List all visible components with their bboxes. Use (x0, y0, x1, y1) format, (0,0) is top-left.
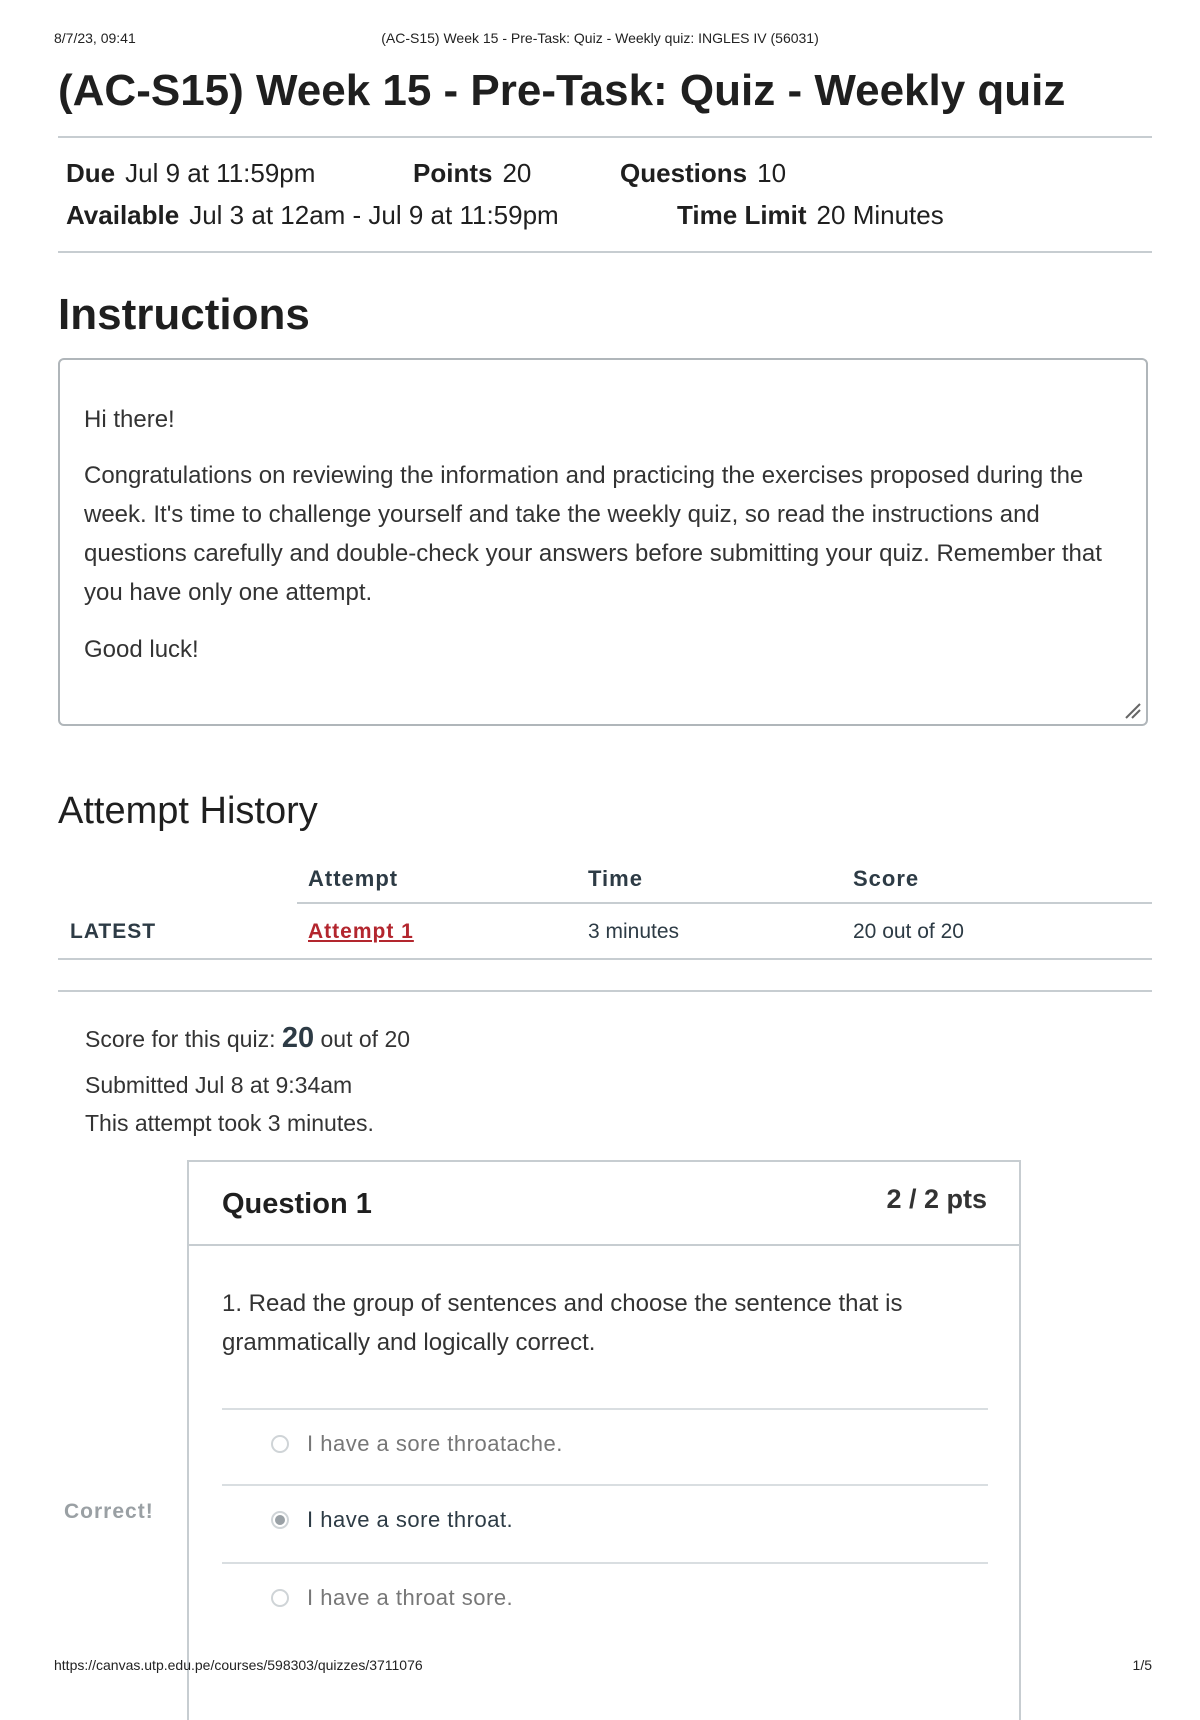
answer-option-selected[interactable] (271, 1505, 513, 1535)
correct-flag: Correct! (64, 1500, 154, 1523)
table-header-divider (297, 902, 1152, 904)
column-header-score: Score (853, 866, 920, 891)
instructions-body: Congratulations on reviewing the information and practicing the exercises proposed during the week. It's time to challenge yourself and take the weekly quiz, so read the instructions and questions carefully and double-check your answers before submitting your quiz. Remember that you have only one attempt. (84, 462, 1102, 606)
questions-label: Questions (620, 158, 748, 188)
print-url: https://canvas.utp.edu.pe/courses/598303/quizzes/3711076 (54, 1657, 423, 1673)
attempt-score: 20 out of 20 (853, 920, 964, 943)
questions-value: 10 (757, 158, 787, 188)
instructions-closing: Good luck! (84, 636, 199, 663)
radio-icon[interactable] (271, 1435, 289, 1453)
submitted-time: Submitted Jul 8 at 9:34am (85, 1072, 353, 1098)
divider (58, 136, 1152, 138)
divider (58, 251, 1152, 253)
availability (66, 200, 559, 231)
score-suffix: out of 20 (320, 1026, 411, 1052)
score-summary (85, 1022, 410, 1055)
instructions-greeting: Hi there! (84, 406, 175, 433)
score-prefix: Score for this quiz: (85, 1026, 276, 1052)
question-points: 2 / 2 pts (886, 1184, 987, 1214)
answer-divider (222, 1408, 988, 1410)
due-value: Jul 9 at 11:59pm (125, 158, 316, 188)
attempt-duration: This attempt took 3 minutes. (85, 1110, 374, 1136)
time-limit-label: Time Limit (677, 200, 807, 230)
instructions-heading: Instructions (58, 290, 310, 339)
answer-label: I have a throat sore. (307, 1585, 514, 1610)
due-date (66, 158, 315, 189)
column-header-attempt: Attempt (308, 866, 399, 891)
question-text: 1. Read the group of sentences and choose the sentence that is grammatically and logically correct. (222, 1290, 903, 1356)
answer-option[interactable] (271, 1429, 563, 1459)
time-limit (677, 200, 944, 231)
points (413, 158, 531, 189)
column-header-time: Time (588, 866, 643, 891)
print-datetime: 8/7/23, 09:41 (54, 30, 136, 46)
question-title: Question 1 (222, 1188, 372, 1220)
attempt-link[interactable]: Attempt 1 (308, 920, 414, 943)
divider (58, 990, 1152, 992)
attempt-history-heading: Attempt History (58, 790, 318, 832)
resize-handle-icon[interactable] (1124, 702, 1142, 720)
answer-label: I have a sore throatache. (307, 1431, 563, 1456)
score-value: 20 (281, 1022, 315, 1054)
print-page-number: 1/5 (1132, 1657, 1152, 1673)
attempt-time: 3 minutes (588, 920, 680, 943)
question-card (187, 1160, 1021, 1720)
page-title: (AC-S15) Week 15 - Pre-Task: Quiz - Weekly quiz (58, 66, 1066, 115)
answer-divider (222, 1484, 988, 1486)
answer-label: I have a sore throat. (307, 1507, 514, 1532)
answer-divider (222, 1562, 988, 1564)
available-value: Jul 3 at 12am - Jul 9 at 11:59pm (189, 200, 559, 230)
latest-tag: LATEST (70, 920, 157, 943)
question-header (189, 1162, 1019, 1246)
questions-count (620, 158, 786, 189)
radio-icon[interactable] (271, 1589, 289, 1607)
available-label: Available (66, 200, 180, 230)
print-document-title: (AC-S15) Week 15 - Pre-Task: Quiz - Weekly quiz: INGLES IV (56031) (381, 30, 819, 46)
answer-option[interactable] (271, 1583, 513, 1613)
radio-checked-icon[interactable] (271, 1511, 289, 1529)
points-value: 20 (502, 158, 532, 188)
points-label: Points (413, 158, 493, 188)
instructions-box[interactable] (58, 358, 1148, 726)
due-label: Due (66, 158, 116, 188)
time-limit-value: 20 Minutes (816, 200, 944, 230)
table-row-divider (58, 958, 1152, 960)
